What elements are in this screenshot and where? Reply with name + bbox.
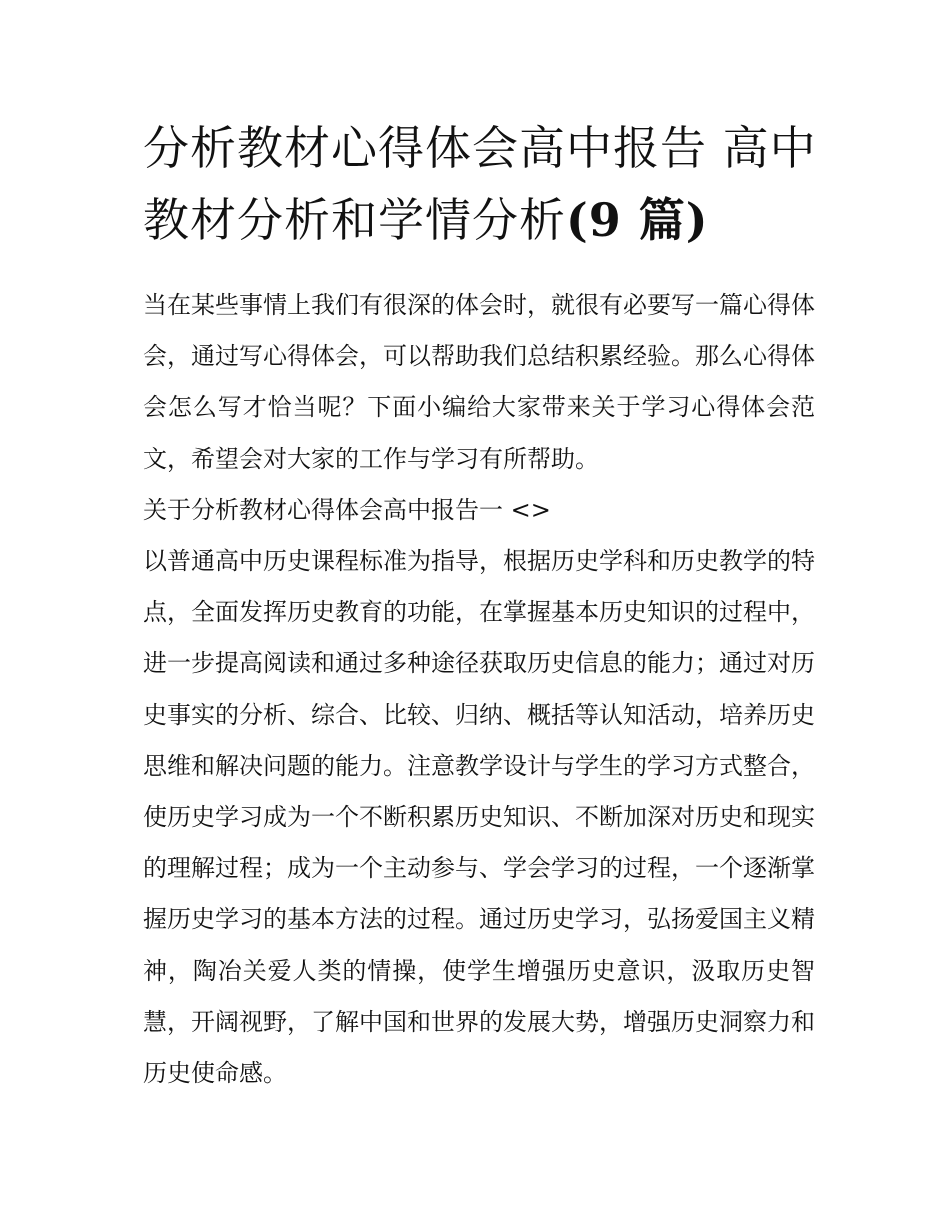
section-heading: 关于分析教材心得体会高中报告一 <> (143, 495, 551, 524)
document-body (143, 280, 815, 1099)
intro-paragraph: 当在某些事情上我们有很深的体会时，就很有必要写一篇心得体会，通过写心得体会，可以帮助我们总结积累经验。那么心得体会怎么写才恰当呢？下面小编给大家带来关于学习心得体会范文，希望会对大家的工作与学习有所帮助。 (143, 291, 815, 473)
title-main-text: 分析教材心得体会高中报告 高中教材分析和学情分析 (143, 121, 817, 247)
document-title (143, 112, 823, 256)
section-paragraph: 以普通高中历史课程标准为指导，根据历史学科和历史教学的特点，全面发挥历史教育的功能，在掌握基本历史知识的过程中，进一步提高阅读和通过多种途径获取历史信息的能力；通过对历史事实的分析、综合、比较、归纳、概括等认知活动，培养历史思维和解决问题的能力。注意教学设计与学生的学习方式整合，使历史学习成为一个不断积累历史知识、不断加深对历史和现实的理解过程；成为一个主动参与、学会学习的过程，一个逐渐掌握历史学习的基本方法的过程。通过历史学习，弘扬爱国主义精神，陶冶关爱人类的情操，使学生增强历史意识，汲取历史智慧，开阔视野，了解中国和世界的发展大势，增强历史洞察力和历史使命感。 (143, 547, 815, 1088)
title-count-text: (9 篇) (566, 193, 709, 247)
